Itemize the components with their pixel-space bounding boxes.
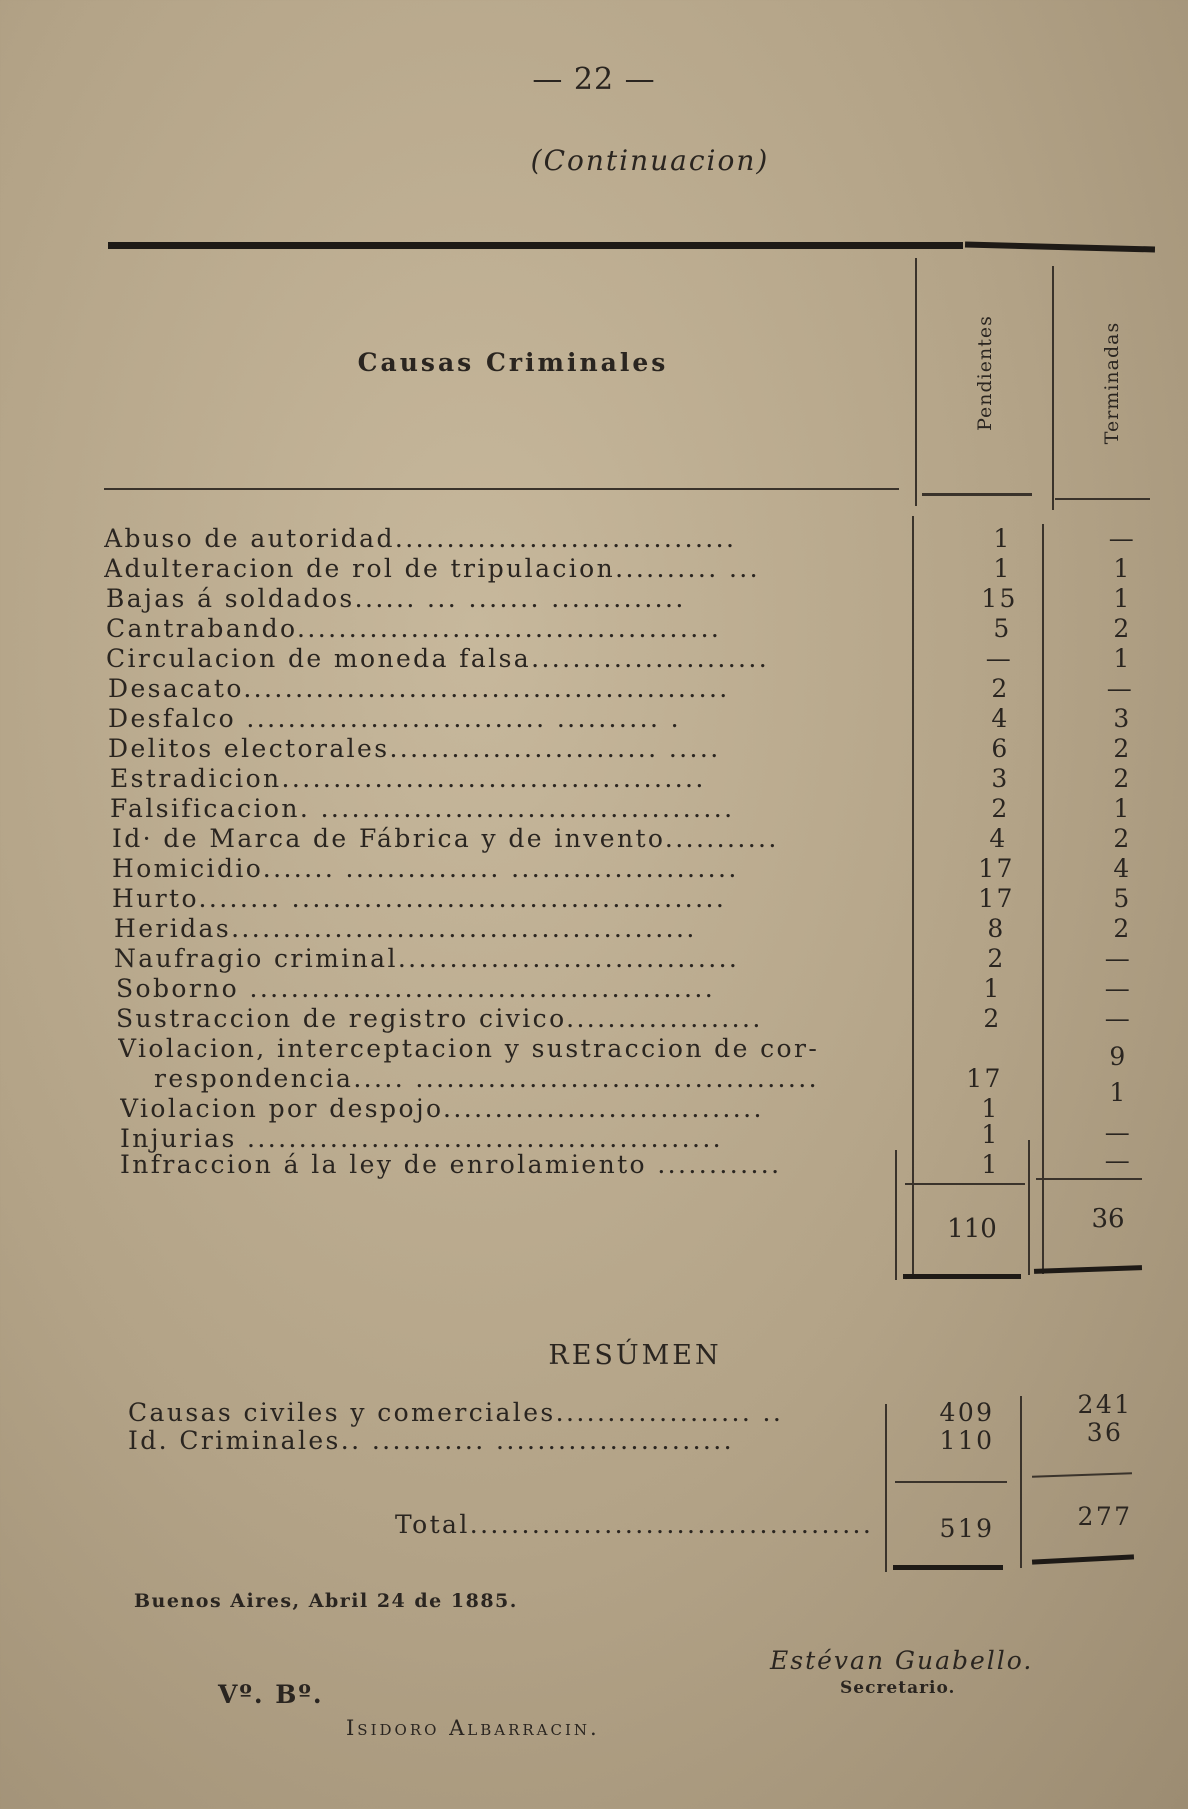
resumen-subtotal-rule-col2 [1032,1472,1132,1477]
resumen-row-pendientes: 409 [939,1398,995,1427]
signatory-role: Secretario. [840,1678,956,1698]
table-row [0,614,1188,644]
table-row [0,1146,1188,1180]
row-pendientes: 6 [991,734,1010,763]
row-label: Infraccion á la ley de enrolamiento ............ [120,1150,782,1179]
column-header-pendientes: Pendientes [974,315,996,431]
row-label: Naufragio criminal................................. [114,944,740,973]
resumen-row-terminadas: 36 [1086,1418,1124,1447]
resumen-double-rule-col1 [893,1565,1003,1570]
resumen-row-pendientes: 110 [939,1426,995,1455]
row-label: Desacato............................................... [108,674,730,703]
row-terminadas: — [1104,1118,1133,1147]
page-number: — 22 — [532,62,656,97]
row-terminadas: 2 [1113,734,1132,763]
row-terminadas: — [1106,674,1135,703]
table-row [0,914,1188,944]
total-terminadas: 36 [1091,1204,1125,1234]
row-label: Estradicion......................................... [110,764,706,793]
row-pendientes: 1 [993,524,1012,553]
table-row [0,854,1188,884]
row-pendientes: 1 [981,1150,1000,1179]
column-header-terminadas: Terminadas [1101,321,1123,445]
subtotal-rule-col1 [905,1183,1025,1185]
total-double-rule-col2 [1034,1265,1142,1274]
row-label: Circulacion de moneda falsa....................... [106,644,770,673]
table-row [0,584,1188,614]
table-row [0,884,1188,914]
total-double-rule-col1 [903,1274,1021,1279]
row-label: Adulteracion de rol de tripulacion.......... ... [104,554,760,583]
row-terminadas: — [1104,944,1133,973]
resumen-title: RESÚMEN [548,1340,722,1371]
row-terminadas: 4 [1113,854,1132,883]
row-terminadas: 2 [1113,764,1132,793]
table-row [0,764,1188,794]
row-terminadas: 1 [1113,644,1132,673]
table-row [0,674,1188,704]
resumen-total-pendientes: 519 [939,1514,995,1543]
resumen-total-terminadas: 277 [1077,1502,1133,1531]
row-pendientes: 2 [991,674,1010,703]
continuation-heading: (Continuacion) [530,144,770,177]
row-pendientes: 4 [991,704,1010,733]
row-pendientes: 17 [966,1064,1003,1093]
resumen-row [0,1418,1188,1456]
top-rule-right [965,242,1155,253]
row-label: Cantrabando......................................... [106,614,722,643]
table-row [0,824,1188,854]
total-divider-mid [1028,1140,1030,1275]
table-row [0,554,1188,584]
row-label: Abuso de autoridad................................. [104,524,737,553]
row-pendientes: 17 [978,884,1015,913]
row-terminadas: 1 [1109,1078,1128,1107]
row-label: Falsificacion. ........................................ [110,794,735,823]
table-row [0,704,1188,734]
table-title: Causas Criminales [357,348,669,377]
row-terminadas: 3 [1113,704,1132,733]
resumen-double-rule-col2 [1032,1554,1134,1564]
table-row [0,644,1188,674]
row-label: Soborno ............................................. [116,974,716,1003]
header-bottom-rule [104,488,899,490]
resumen-row-label: Id. Criminales.. ........... ....................... [128,1426,734,1455]
resumen-row [0,1390,1188,1428]
table-row [0,794,1188,824]
row-pendientes: 4 [989,824,1008,853]
resumen-subtotal-rule-col1 [895,1481,1007,1483]
row-terminadas: 2 [1113,824,1132,853]
table-row [0,1004,1188,1034]
row-pendientes: 2 [991,794,1010,823]
table-row [0,944,1188,974]
subtotal-rule-col2 [1036,1178,1142,1180]
row-pendientes: 2 [983,1004,1002,1033]
row-pendientes: 17 [978,854,1015,883]
resumen-row-terminadas: 241 [1077,1390,1133,1419]
row-label: Heridas............................................. [114,914,697,943]
row-label: Homicidio....... ............... ...................... [112,854,739,883]
table-row [0,734,1188,764]
row-label: Desfalco ............................. .......... . [108,704,681,733]
resumen-total-label: Total....................................... [395,1510,874,1539]
total-pendientes: 110 [947,1214,997,1244]
header-divider-1 [915,258,917,506]
row-pendientes: 2 [987,944,1006,973]
signatory-name: Estévan Guabello. [770,1646,1034,1675]
table-row [0,1034,1188,1064]
table-row [0,974,1188,1004]
row-pendientes: 1 [993,554,1012,583]
header-bottom-rule-col1 [922,493,1032,496]
row-pendientes: — [985,644,1014,673]
row-pendientes: 1 [981,1094,1000,1123]
row-pendientes: 5 [993,614,1012,643]
row-label: Violacion por despojo............................... [120,1094,764,1123]
header-bottom-rule-col2 [1055,498,1150,500]
row-pendientes: 8 [987,914,1006,943]
total-divider-left [895,1150,897,1280]
resumen-row-label: Causas civiles y comerciales................... .. [128,1398,784,1427]
row-terminadas: 2 [1113,614,1132,643]
table-row [0,524,1188,554]
row-label: Injurias .............................................. [120,1124,724,1153]
resumen-total-row [0,1502,1188,1543]
row-terminadas: — [1104,1004,1133,1033]
footer-date: Buenos Aires, Abril 24 de 1885. [134,1590,518,1612]
row-pendientes: 1 [983,974,1002,1003]
resumen-divider-left [885,1404,887,1572]
row-terminadas: 1 [1113,554,1132,583]
row-terminadas: 1 [1113,794,1132,823]
row-pendientes: 3 [991,764,1010,793]
row-terminadas: 9 [1109,1042,1128,1071]
row-label: Hurto........ .......................................... [112,884,727,913]
header-divider-2 [1052,266,1054,510]
row-label: Sustraccion de registro civico................... [116,1004,763,1033]
row-label: Bajas á soldados...... ... ....... ............. [106,584,686,613]
approver-name: Isidoro Albarracin. [346,1716,600,1740]
row-label: respondencia..... ....................................... [154,1064,819,1093]
top-rule [108,242,963,249]
row-terminadas: 5 [1113,884,1132,913]
row-label: Delitos electorales.......................... ..... [108,734,721,763]
row-label: Violacion, interceptacion y sustraccion de cor- [118,1034,820,1063]
approval-mark: Vº. Bº. [218,1680,324,1709]
row-terminadas: 2 [1113,914,1132,943]
row-pendientes: 1 [981,1120,1000,1149]
row-terminadas: 1 [1113,584,1132,613]
row-terminadas: — [1108,524,1137,553]
row-label: Id· de Marca de Fábrica y de invento........... [112,824,779,853]
row-terminadas: — [1104,974,1133,1003]
row-terminadas: — [1104,1146,1133,1175]
row-pendientes: 15 [981,584,1018,613]
